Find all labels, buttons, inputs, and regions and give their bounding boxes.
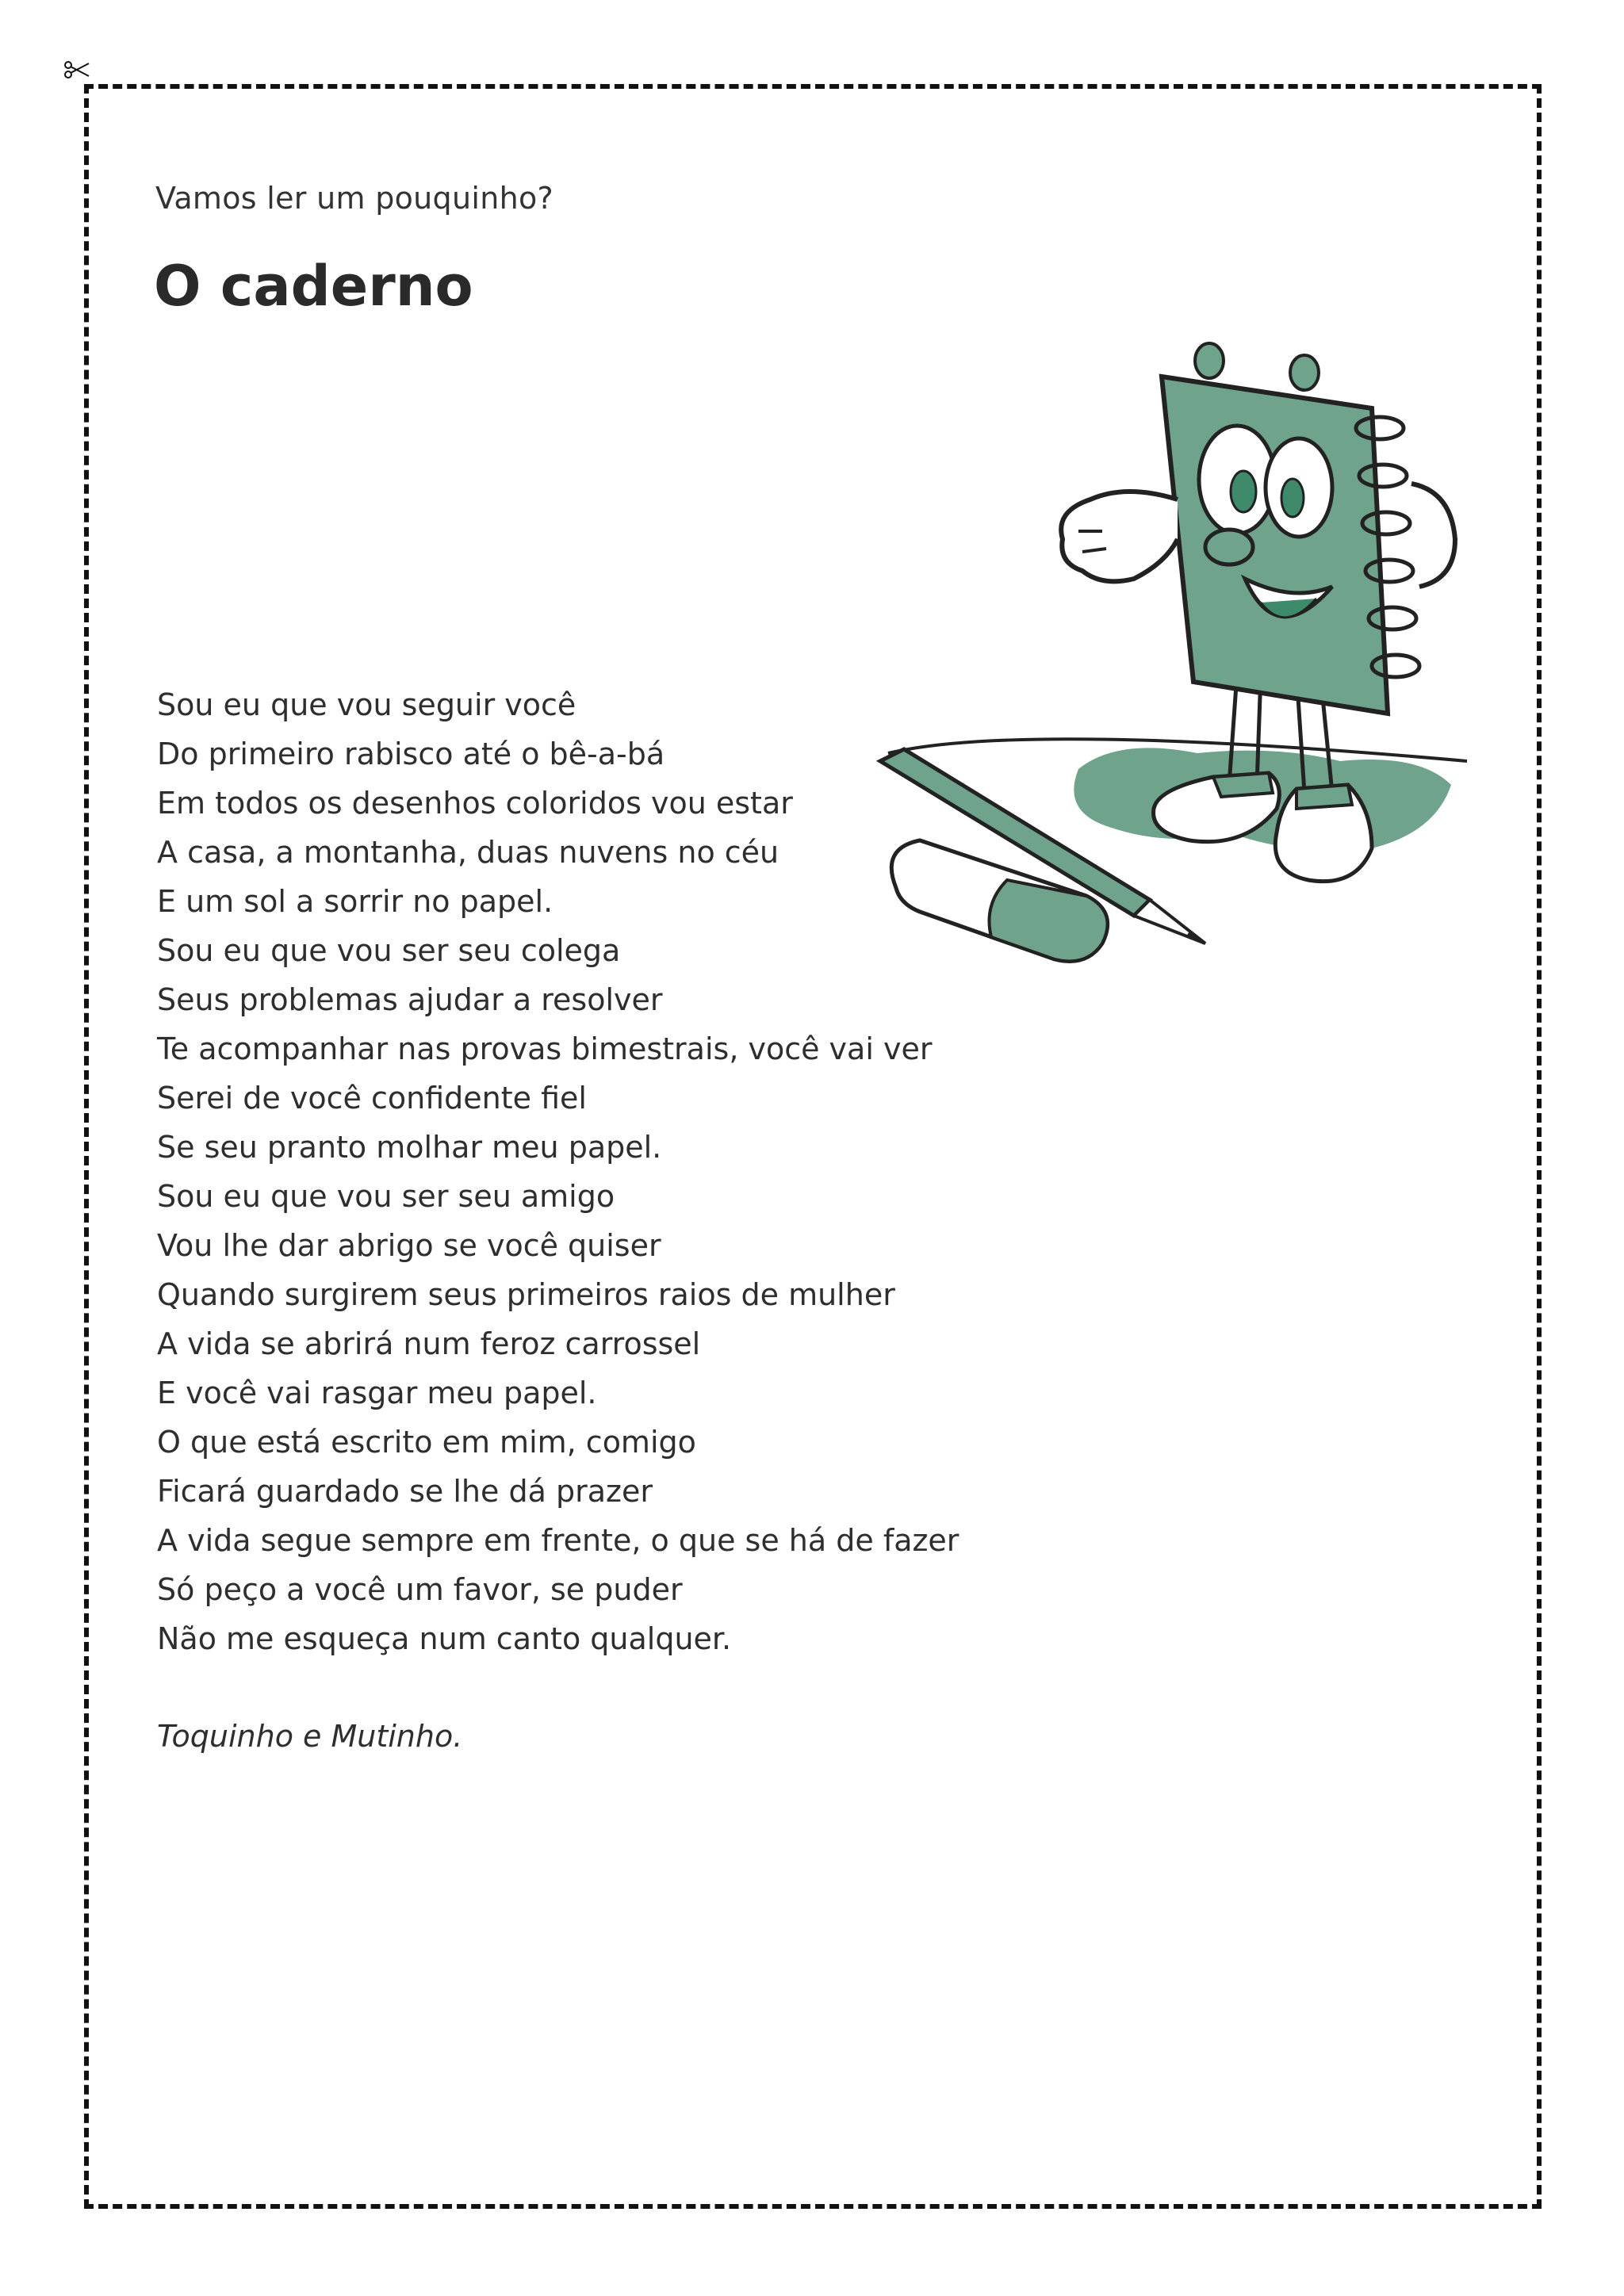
poem-line: Ficará guardado se lhe dá prazer (157, 1474, 653, 1509)
poem-author: Toquinho e Mutinho. (157, 1719, 463, 1754)
poem-line: Não me esqueça num canto qualquer. (157, 1621, 732, 1656)
page-title: O caderno (154, 254, 473, 319)
poem-line: A vida se abrirá num feroz carrossel (157, 1326, 701, 1361)
poem-line: Se seu pranto molhar meu papel. (157, 1130, 662, 1165)
poem-line: O que está escrito em mim, comigo (157, 1425, 696, 1460)
poem-line: Sou eu que vou seguir você (157, 687, 576, 722)
poem-line: A casa, a montanha, duas nuvens no céu (157, 835, 779, 870)
poem-lines (157, 680, 959, 1663)
scissors-icon (63, 60, 90, 81)
poem-line: Em todos os desenhos coloridos vou estar (157, 786, 793, 821)
poem-line: Do primeiro rabisco até o bê-a-bá (157, 737, 665, 771)
intro-text: Vamos ler um pouquinho? (155, 181, 553, 216)
poem-line: Serei de você confidente fiel (157, 1081, 587, 1115)
poem-line: Quando surgirem seus primeiros raios de mulher (157, 1277, 895, 1312)
poem-line: Sou eu que vou ser seu colega (157, 933, 621, 968)
poem-line: A vida segue sempre em frente, o que se há de fazer (157, 1523, 959, 1558)
poem-line: Só peço a você um favor, se puder (157, 1572, 683, 1607)
poem-line: Te acompanhar nas provas bimestrais, você vai ver (157, 1031, 933, 1066)
poem-line: Vou lhe dar abrigo se você quiser (157, 1228, 661, 1263)
poem-line: E um sol a sorrir no papel. (157, 884, 553, 919)
poem-line: E você vai rasgar meu papel. (157, 1376, 597, 1410)
poem-line: Sou eu que vou ser seu amigo (157, 1179, 615, 1214)
poem-line: Seus problemas ajudar a resolver (157, 982, 663, 1017)
